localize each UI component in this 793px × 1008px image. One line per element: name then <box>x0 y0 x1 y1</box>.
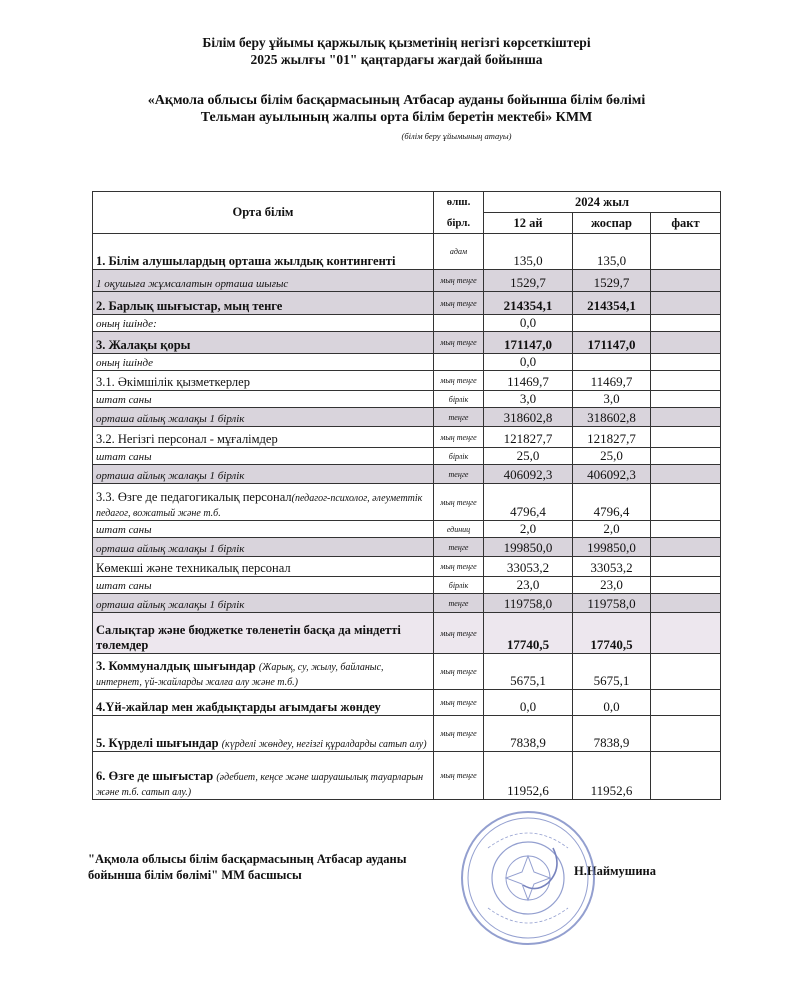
row-unit: бірлік <box>434 577 484 594</box>
row-unit: теңге <box>434 538 484 557</box>
row-value-12: 171147,0 <box>484 332 573 354</box>
row-label-text: орташа айлық жалақы 1 бірлік <box>96 543 245 555</box>
row-label-text: орташа айлық жалақы 1 бірлік <box>96 599 245 611</box>
row-label-text: 1. Білім алушылардың орташа жылдық контингенті <box>96 254 396 268</box>
row-value-fact <box>651 315 721 332</box>
row-unit: теңге <box>434 465 484 484</box>
row-value-plan: 11952,6 <box>573 752 651 800</box>
row-value-12: 406092,3 <box>484 465 573 484</box>
row-unit: мың теңге <box>434 332 484 354</box>
row-value-plan: 119758,0 <box>573 594 651 613</box>
row-label <box>93 577 434 594</box>
row-unit <box>434 354 484 371</box>
row-value-plan: 5675,1 <box>573 654 651 690</box>
row-label-text: орташа айлық жалақы 1 бірлік <box>96 413 245 425</box>
col-year: 2024 жыл <box>484 192 721 213</box>
row-value-fact <box>651 613 721 654</box>
row-value-fact <box>651 270 721 292</box>
row-value-plan: 406092,3 <box>573 465 651 484</box>
row-value-12: 5675,1 <box>484 654 573 690</box>
row-value-plan: 3,0 <box>573 391 651 408</box>
doc-title: Білім беру ұйымы қаржылық қызметінің негізгі көрсеткіштері <box>202 35 591 50</box>
row-label <box>93 716 434 752</box>
row-value-plan: 171147,0 <box>573 332 651 354</box>
row-label <box>93 465 434 484</box>
table-row <box>93 557 721 577</box>
row-label <box>93 557 434 577</box>
table-row <box>93 752 721 800</box>
row-value-plan: 121827,7 <box>573 427 651 448</box>
row-value-plan: 4796,4 <box>573 484 651 521</box>
col-fact: факт <box>651 213 721 234</box>
row-value-12: 33053,2 <box>484 557 573 577</box>
row-value-fact <box>651 577 721 594</box>
table-row <box>93 594 721 613</box>
row-label <box>93 654 434 690</box>
table-row <box>93 315 721 332</box>
col-plan: жоспар <box>573 213 651 234</box>
row-label-note: (әдебиет, кеңсе және шаруашылық тауарларын және т.б. сатып алу.) <box>96 772 424 798</box>
row-value-plan <box>573 354 651 371</box>
row-value-plan: 214354,1 <box>573 292 651 315</box>
row-value-fact <box>651 752 721 800</box>
row-value-plan: 33053,2 <box>573 557 651 577</box>
row-value-12: 17740,5 <box>484 613 573 654</box>
row-value-plan: 17740,5 <box>573 613 651 654</box>
finance-table <box>92 191 721 800</box>
row-value-fact <box>651 234 721 270</box>
row-value-plan: 199850,0 <box>573 538 651 557</box>
table-row <box>93 332 721 354</box>
row-value-fact <box>651 427 721 448</box>
row-value-fact <box>651 716 721 752</box>
row-unit: мың теңге <box>434 716 484 752</box>
row-value-fact <box>651 354 721 371</box>
col-unit-bottom: бірл. <box>434 213 484 234</box>
row-unit: мың теңге <box>434 557 484 577</box>
row-label <box>93 594 434 613</box>
org-name-2: Тельман ауылының жалпы орта білім беретін мектебі» КММ <box>200 110 593 125</box>
row-value-fact <box>651 448 721 465</box>
footer-org: "Ақмола облысы білім басқармасының Атбасар ауданы бойынша білім бөлімі" ММ басшысы <box>88 852 407 882</box>
row-label <box>93 354 434 371</box>
table-row <box>93 292 721 315</box>
row-value-plan: 7838,9 <box>573 716 651 752</box>
row-unit: теңге <box>434 408 484 427</box>
table-row <box>93 234 721 270</box>
row-value-fact <box>651 292 721 315</box>
row-value-plan: 11469,7 <box>573 371 651 391</box>
row-label-text: Көмекші және техникалық персонал <box>96 561 291 575</box>
row-label-text: 3.2. Негізгі персонал - мұғалімдер <box>96 432 278 446</box>
table-row <box>93 465 721 484</box>
row-value-12: 25,0 <box>484 448 573 465</box>
row-value-12: 2,0 <box>484 521 573 538</box>
row-value-plan: 1529,7 <box>573 270 651 292</box>
row-label-text: 3. Коммуналдық шығындар <box>96 659 259 673</box>
table-row <box>93 371 721 391</box>
row-unit <box>434 315 484 332</box>
row-label-text: оның ішінде: <box>96 318 157 330</box>
row-label <box>93 538 434 557</box>
col-unit-top: өлш. <box>434 192 484 213</box>
row-label <box>93 292 434 315</box>
row-unit: мың теңге <box>434 427 484 448</box>
row-value-fact <box>651 538 721 557</box>
table-row <box>93 613 721 654</box>
row-label-text: орташа айлық жалақы 1 бірлік <box>96 470 245 482</box>
doc-date: 2025 жылғы "01" қаңтардағы жағдай бойынша <box>250 52 543 67</box>
row-label-note: (педагог-психолог, әлеуметтік педагог, вожатый және т.б. <box>96 493 423 519</box>
row-unit: бірлік <box>434 391 484 408</box>
row-label <box>93 408 434 427</box>
table-body <box>93 234 721 800</box>
row-value-12: 0,0 <box>484 354 573 371</box>
row-label <box>93 752 434 800</box>
row-value-plan: 318602,8 <box>573 408 651 427</box>
table-row <box>93 521 721 538</box>
row-value-fact <box>651 484 721 521</box>
row-label <box>93 371 434 391</box>
row-value-12: 23,0 <box>484 577 573 594</box>
row-value-fact <box>651 408 721 427</box>
signer-name: Н.Наймушина <box>574 864 656 878</box>
table-row <box>93 538 721 557</box>
row-label-text: 3.3. Өзге де педагогикалық персонал <box>96 490 292 504</box>
row-label <box>93 690 434 716</box>
row-label <box>93 484 434 521</box>
row-label <box>93 315 434 332</box>
col-title: Орта білім <box>93 192 434 234</box>
row-unit: мың теңге <box>434 292 484 315</box>
row-value-plan: 23,0 <box>573 577 651 594</box>
row-unit: бірлік <box>434 448 484 465</box>
row-unit: мың теңге <box>434 654 484 690</box>
row-label-text: 6. Өзге де шығыстар <box>96 769 217 783</box>
table-row <box>93 654 721 690</box>
row-label <box>93 613 434 654</box>
row-value-12: 135,0 <box>484 234 573 270</box>
row-label <box>93 270 434 292</box>
row-label-text: 3. Жалақы қоры <box>96 338 191 352</box>
row-label-note: (Жарық, су, жылу, байланыс, интернет, үй-жайларды жалға алу және т.б.) <box>96 662 384 688</box>
row-unit: мың теңге <box>434 613 484 654</box>
row-value-12: 11952,6 <box>484 752 573 800</box>
table-row <box>93 716 721 752</box>
row-value-12: 1529,7 <box>484 270 573 292</box>
row-value-12: 0,0 <box>484 315 573 332</box>
table-row <box>93 484 721 521</box>
row-value-12: 11469,7 <box>484 371 573 391</box>
row-value-plan <box>573 315 651 332</box>
row-label-text: 3.1. Әкімшілік қызметкерлер <box>96 375 250 389</box>
table-row <box>93 577 721 594</box>
row-unit: мың теңге <box>434 371 484 391</box>
row-label-text: штат саны <box>96 524 152 536</box>
row-value-12: 3,0 <box>484 391 573 408</box>
row-value-fact <box>651 465 721 484</box>
row-value-plan: 25,0 <box>573 448 651 465</box>
table-row <box>93 448 721 465</box>
row-unit: теңге <box>434 594 484 613</box>
row-label-text: штат саны <box>96 394 152 406</box>
org-name-1: «Ақмола облысы білім басқармасының Атбасар ауданы бойынша білім бөлімі <box>147 93 646 108</box>
row-value-12: 119758,0 <box>484 594 573 613</box>
row-label-text: 5. Күрделі шығындар <box>96 736 222 750</box>
row-value-plan: 2,0 <box>573 521 651 538</box>
row-value-12: 214354,1 <box>484 292 573 315</box>
row-unit: адам <box>434 234 484 270</box>
row-value-fact <box>651 594 721 613</box>
table-row <box>93 391 721 408</box>
row-value-fact <box>651 371 721 391</box>
table-row <box>93 408 721 427</box>
row-value-fact <box>651 654 721 690</box>
org-caption: (білім беру ұйымының атауы) <box>401 131 512 141</box>
row-label-text: 1 оқушыға жұмсалатын орташа шығыс <box>96 278 289 290</box>
row-value-12: 0,0 <box>484 690 573 716</box>
row-value-12: 4796,4 <box>484 484 573 521</box>
table-row <box>93 427 721 448</box>
col-12: 12 ай <box>484 213 573 234</box>
row-label <box>93 391 434 408</box>
row-label-text: Салықтар және бюджетке төленетін басқа да міндетті төлемдер <box>96 623 401 652</box>
row-label-note: (күрделі жөндеу, негізгі құралдарды сатып алу) <box>221 739 427 750</box>
table-row <box>93 690 721 716</box>
row-value-plan: 135,0 <box>573 234 651 270</box>
row-label-text: штат саны <box>96 451 152 463</box>
row-unit: мың теңге <box>434 484 484 521</box>
row-value-fact <box>651 332 721 354</box>
row-value-12: 7838,9 <box>484 716 573 752</box>
row-unit: мың теңге <box>434 752 484 800</box>
row-unit: мың теңге <box>434 690 484 716</box>
row-label <box>93 521 434 538</box>
row-label-text: 2. Барлық шығыстар, мың тенге <box>96 299 283 313</box>
row-label <box>93 427 434 448</box>
row-value-12: 199850,0 <box>484 538 573 557</box>
row-value-fact <box>651 690 721 716</box>
table-row <box>93 270 721 292</box>
row-value-fact <box>651 521 721 538</box>
row-value-plan: 0,0 <box>573 690 651 716</box>
official-seal-icon <box>458 808 598 948</box>
row-label <box>93 448 434 465</box>
table-row <box>93 354 721 371</box>
row-label-text: оның ішінде <box>96 357 154 369</box>
row-value-fact <box>651 557 721 577</box>
row-label <box>93 332 434 354</box>
row-unit: единиц <box>434 521 484 538</box>
row-value-fact <box>651 391 721 408</box>
row-label-text: 4.Үй-жайлар мен жабдықтарды ағымдағы жөндеу <box>96 700 381 714</box>
row-value-12: 121827,7 <box>484 427 573 448</box>
row-label-text: штат саны <box>96 580 152 592</box>
row-label <box>93 234 434 270</box>
row-value-12: 318602,8 <box>484 408 573 427</box>
row-unit: мың теңге <box>434 270 484 292</box>
